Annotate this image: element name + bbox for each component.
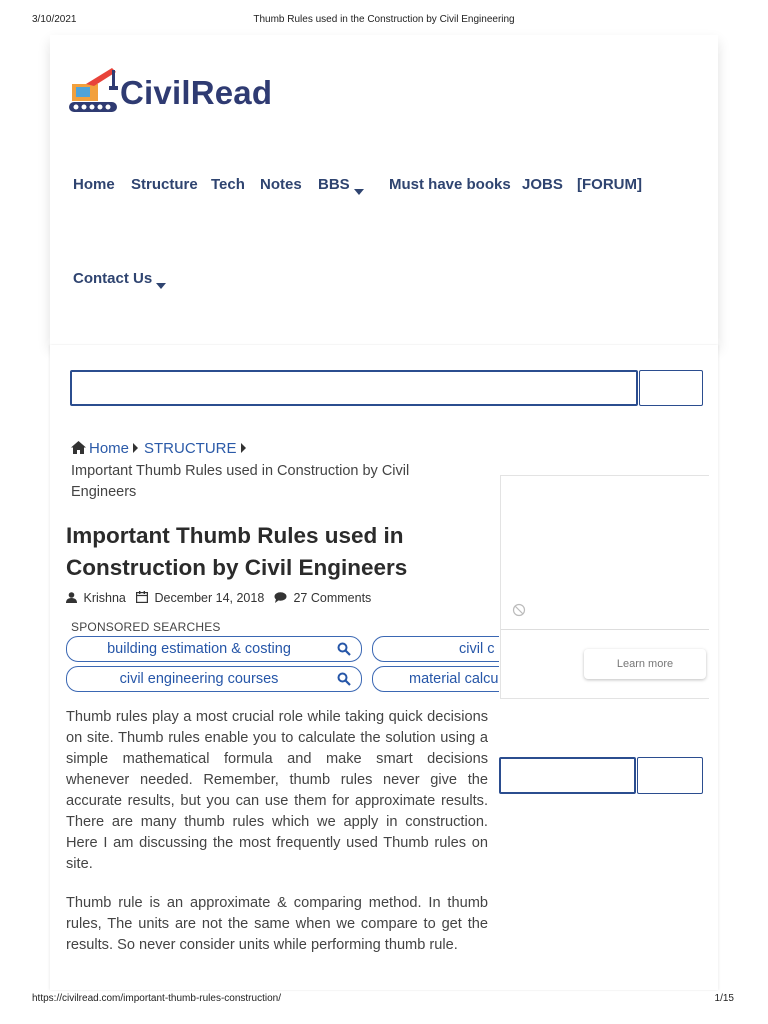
chevron-right-icon (133, 443, 138, 453)
nav-contact-label: Contact Us (73, 270, 153, 287)
site-logo[interactable] (68, 66, 308, 116)
breadcrumb-structure[interactable]: STRUCTURE (144, 440, 237, 457)
print-url: https://civilread.com/important-thumb-rules-construction/ (32, 993, 281, 1004)
breadcrumb-home[interactable]: Home (89, 440, 130, 457)
nav-contact[interactable] (73, 270, 166, 289)
search-button[interactable] (639, 370, 703, 406)
nav-structure[interactable]: Structure (131, 176, 198, 193)
sponsored-search-pill[interactable] (372, 666, 499, 692)
breadcrumb-current: Important Thumb Rules used in Construction by Civil Engineers (71, 463, 410, 500)
breadcrumb (71, 440, 252, 457)
ad-divider (501, 629, 709, 630)
article-date: December 14, 2018 (154, 591, 265, 605)
print-title: Thumb Rules used in the Construction by Civil Engineering (253, 14, 515, 25)
nav-notes[interactable]: Notes (260, 176, 302, 193)
nav-forum[interactable]: [FORUM] (577, 176, 642, 193)
ad-frame[interactable] (500, 475, 709, 699)
crane-truck-icon (68, 66, 120, 114)
search-icon (337, 642, 351, 656)
ad-search-button[interactable] (637, 757, 703, 794)
pill-label: building estimation & costing (107, 641, 291, 657)
brand-name: CivilRead (120, 74, 273, 111)
print-date: 3/10/2021 (32, 14, 77, 25)
sponsored-label: SPONSORED SEARCHES (71, 620, 221, 634)
pill-label: material calcu (409, 671, 499, 687)
sponsored-search-pill[interactable] (372, 636, 499, 662)
pill-label: civil c (459, 641, 495, 657)
article-comments[interactable]: 27 Comments (293, 591, 372, 605)
search-icon (337, 672, 351, 686)
ad-choices-icon[interactable] (512, 603, 526, 617)
nav-home[interactable]: Home (73, 176, 115, 193)
search-input[interactable] (70, 370, 638, 406)
nav-bbs-label: BBS (318, 176, 350, 193)
pill-label: civil engineering courses (119, 671, 279, 687)
chevron-down-icon (156, 283, 166, 289)
article-paragraph: Thumb rules play a most crucial role while taking quick decisions on site. Thumb rules enable you to calculate the solution using a simple mathematical formula and make smart decisions whenever needed. Remember, thumb rules never give the accurate results, but you can use them for approximate results. There are many thumb rules which we apply in construction. Here I am discussing the most frequently used Thumb rules on site. (66, 709, 488, 872)
chevron-down-icon (354, 189, 364, 195)
nav-tech[interactable]: Tech (211, 176, 245, 193)
chevron-right-icon (241, 443, 246, 453)
sponsored-search-pill[interactable] (66, 636, 362, 662)
home-icon (71, 441, 86, 454)
article-title: Important Thumb Rules used in Construction by Civil Engineers (66, 523, 408, 580)
nav-bbs[interactable] (318, 176, 364, 195)
nav-books[interactable]: Must have books (389, 176, 511, 193)
user-icon (66, 592, 77, 603)
ad-search-input[interactable] (499, 757, 636, 794)
nav-jobs[interactable]: JOBS (522, 176, 563, 193)
sponsored-search-pill[interactable] (66, 666, 362, 692)
print-page-number: 1/15 (714, 993, 734, 1004)
print-footer (0, 993, 768, 1009)
article-author[interactable]: Krishna (83, 591, 126, 605)
learn-more-button[interactable]: Learn more (584, 649, 706, 679)
print-header (0, 14, 768, 30)
calendar-icon (136, 591, 148, 603)
comments-icon (274, 592, 287, 603)
article-paragraph: Thumb rule is an approximate & comparing method. In thumb rules, The units are not the same when we compare to get the results. So never consider units while performing thumb rule. (66, 895, 488, 953)
